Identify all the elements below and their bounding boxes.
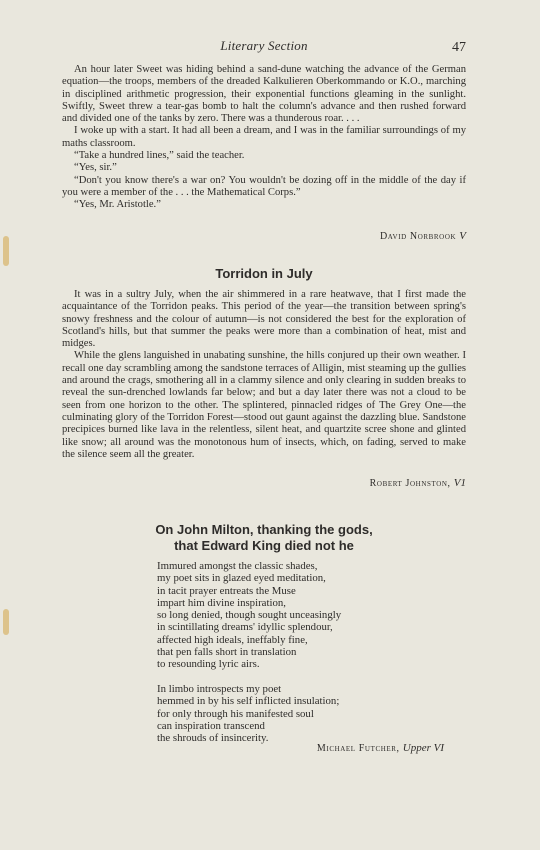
- paragraph: “Yes, sir.”: [74, 162, 117, 174]
- torridon-article: [62, 289, 466, 461]
- author-name: Robert Johnston,: [369, 478, 451, 489]
- page-stain: [3, 609, 9, 635]
- poem-line: In limbo introspects my poet: [157, 683, 282, 695]
- poem-title: [62, 522, 466, 554]
- poem-title-line: that Edward King died not he: [174, 538, 354, 553]
- poem-line: impart him divine inspiration,: [157, 596, 286, 609]
- poem-line: hemmed in by his self inflicted insulation;: [157, 695, 340, 708]
- poem-line: Immured amongst the classic shades,: [157, 560, 318, 572]
- author-form: V1: [453, 477, 466, 489]
- story-continuation: [62, 64, 466, 212]
- author-signature: [317, 742, 444, 754]
- author-form: V: [459, 230, 466, 242]
- section-title: Literary Section: [220, 38, 308, 53]
- poem-line: that pen falls short in translation: [157, 646, 297, 659]
- author-form: Upper VI: [402, 742, 444, 754]
- paragraph: An hour later Sweet was hiding behind a sand-dune watching the advance of the German equation—the troops, members of the dreaded Kalkulieren Oberkommando or K.O., marching in disciplined arithmetic progression, their exponential functions gleaming in the sunlight. Swiftly, Sweet threw a tear-gas bomb to halt the column's advance and then rushed forward and divided one of the tanks by zero. There was a thunderous roar. . . .: [62, 64, 466, 125]
- poem-line: for only through his manifested soul: [157, 707, 314, 720]
- article-title: Torridon in July: [215, 266, 313, 281]
- poem-line: affected high ideals, ineffably fine,: [157, 633, 308, 646]
- paragraph: “Don't you know there's a war on? You wouldn't be dozing off in the middle of the day if you were a member of the . . . the Mathematical Corps.”: [62, 174, 466, 198]
- author-name: David Norbrook: [379, 231, 457, 242]
- poem-stanza: [157, 560, 457, 671]
- poem-line: so long denied, though sought unceasingly: [157, 609, 342, 622]
- author-signature: [380, 230, 466, 242]
- paragraph: “Take a hundred lines,” said the teacher.: [74, 150, 245, 162]
- poem-title-line: On John Milton, thanking the gods,: [155, 522, 373, 537]
- poem-line: can inspiration transcend: [157, 719, 265, 732]
- paragraph: I woke up with a start. It had all been a dream, and I was in the familiar surroundings of my maths classroom.: [62, 125, 466, 149]
- page-number: 47: [452, 40, 466, 55]
- poem-line: in tacit prayer entreats the Muse: [157, 584, 296, 597]
- poem-line: in scintillating dreams' idyllic splendour,: [157, 621, 333, 634]
- paragraph: “Yes, Mr. Aristotle.”: [74, 199, 161, 211]
- page-stain: [3, 236, 9, 266]
- author-name: Michael Futcher,: [316, 743, 400, 754]
- poem-line: the shrouds of insincerity.: [157, 732, 269, 745]
- author-signature: [370, 477, 466, 489]
- paragraph: While the glens languished in unabating sunshine, the hills conjured up their own weather. I recall one day scrambling among the sandstone terraces of Alligin, mist steaming up the gullies and around the crags, smothering all in a clammy silence and only clearing in sudden breaks to reveal the sun-drenched lowlands far below; and but a day later there was not a cloud to be seen from one horizon to the other. The splintered, pinnacled ridges of The Grey One—the culminating glory of the Torridon Forest—stood out gaunt against the dazzling blue. Sandstone precipices burned like lava in the relentless, silent heat, and quartzite scree shone and glinted like snow; all around was the monotonous hum of insects, which, on fading, served to make the silence seem all the greater.: [62, 350, 466, 460]
- poem-stanza: [157, 683, 457, 744]
- poem-line: to resounding lyric airs.: [157, 658, 260, 671]
- paragraph: It was in a sultry July, when the air shimmered in a rare heatwave, that I first made the acquaintance of the Torridon peaks. This period of the year—the transition between spring's snowy freshness and the colour of autumn—is not considered the best for the exploration of Scotland's hills, but that summer the peaks were more than a combination of heat, mist and midges.: [62, 289, 466, 350]
- running-head: [62, 38, 466, 58]
- poem-line: my poet sits in glazed eyed meditation,: [157, 572, 326, 585]
